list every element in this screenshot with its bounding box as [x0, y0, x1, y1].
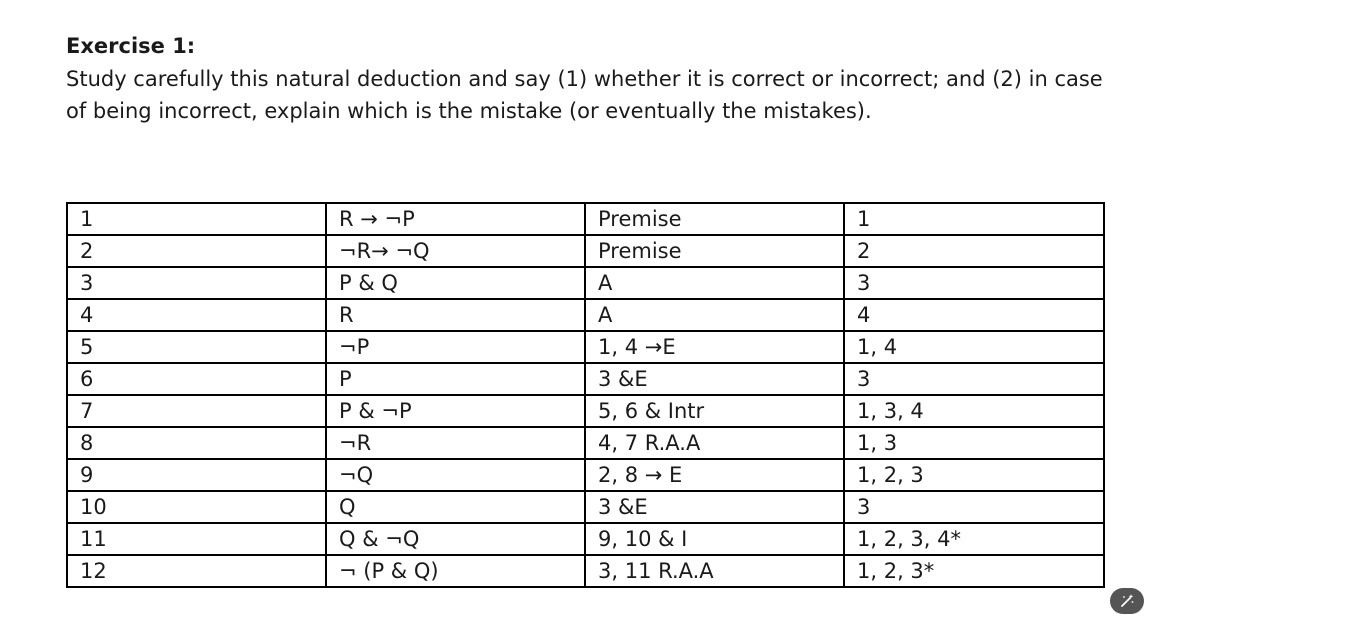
rule-cell: 3 &E [585, 491, 844, 523]
table-row [67, 203, 1104, 235]
formula-cell: R → ¬P [326, 203, 585, 235]
line-number-cell: 6 [67, 363, 326, 395]
dependencies-cell: 3 [844, 267, 1104, 299]
table-row [67, 299, 1104, 331]
table-row [67, 523, 1104, 555]
line-number-cell: 7 [67, 395, 326, 427]
formula-cell: Q [326, 491, 585, 523]
formula-cell: ¬R [326, 427, 585, 459]
line-number-cell: 3 [67, 267, 326, 299]
dependencies-cell: 1, 2, 3, 4* [844, 523, 1104, 555]
line-number-cell: 5 [67, 331, 326, 363]
rule-cell: 1, 4 →E [585, 331, 844, 363]
table-row [67, 235, 1104, 267]
table-row [67, 491, 1104, 523]
rule-cell: 5, 6 & Intr [585, 395, 844, 427]
dependencies-cell: 1, 3, 4 [844, 395, 1104, 427]
instruction-line-1: Study carefully this natural deduction and say (1) whether it is correct or incorrect; and (2) in case [66, 67, 1103, 91]
table-row [67, 555, 1104, 587]
line-number-cell: 11 [67, 523, 326, 555]
formula-cell: ¬Q [326, 459, 585, 491]
rule-cell: 3, 11 R.A.A [585, 555, 844, 587]
table-row [67, 395, 1104, 427]
table-row [67, 363, 1104, 395]
exercise-heading: Exercise 1: [66, 34, 196, 58]
rule-cell: Premise [585, 235, 844, 267]
dependencies-cell: 1, 4 [844, 331, 1104, 363]
magic-wand-icon [1119, 593, 1135, 609]
proof-table [66, 202, 1105, 588]
magic-wand-button[interactable] [1110, 588, 1144, 614]
table-row [67, 427, 1104, 459]
line-number-cell: 9 [67, 459, 326, 491]
formula-cell: Q & ¬Q [326, 523, 585, 555]
rule-cell: 2, 8 → E [585, 459, 844, 491]
dependencies-cell: 1, 3 [844, 427, 1104, 459]
exercise-instructions [66, 63, 1126, 127]
line-number-cell: 12 [67, 555, 326, 587]
line-number-cell: 2 [67, 235, 326, 267]
rule-cell: A [585, 267, 844, 299]
instruction-line-2: of being incorrect, explain which is the mistake (or eventually the mistakes). [66, 99, 872, 123]
formula-cell: P [326, 363, 585, 395]
proof-table-body [67, 203, 1104, 587]
dependencies-cell: 2 [844, 235, 1104, 267]
dependencies-cell: 4 [844, 299, 1104, 331]
formula-cell: R [326, 299, 585, 331]
line-number-cell: 4 [67, 299, 326, 331]
table-row [67, 331, 1104, 363]
formula-cell: P & ¬P [326, 395, 585, 427]
table-row [67, 267, 1104, 299]
dependencies-cell: 1, 2, 3 [844, 459, 1104, 491]
table-row [67, 459, 1104, 491]
formula-cell: P & Q [326, 267, 585, 299]
dependencies-cell: 1, 2, 3* [844, 555, 1104, 587]
rule-cell: Premise [585, 203, 844, 235]
rule-cell: 3 &E [585, 363, 844, 395]
rule-cell: 4, 7 R.A.A [585, 427, 844, 459]
dependencies-cell: 3 [844, 491, 1104, 523]
formula-cell: ¬R→ ¬Q [326, 235, 585, 267]
rule-cell: A [585, 299, 844, 331]
dependencies-cell: 3 [844, 363, 1104, 395]
formula-cell: ¬ (P & Q) [326, 555, 585, 587]
line-number-cell: 8 [67, 427, 326, 459]
dependencies-cell: 1 [844, 203, 1104, 235]
rule-cell: 9, 10 & I [585, 523, 844, 555]
line-number-cell: 10 [67, 491, 326, 523]
formula-cell: ¬P [326, 331, 585, 363]
line-number-cell: 1 [67, 203, 326, 235]
